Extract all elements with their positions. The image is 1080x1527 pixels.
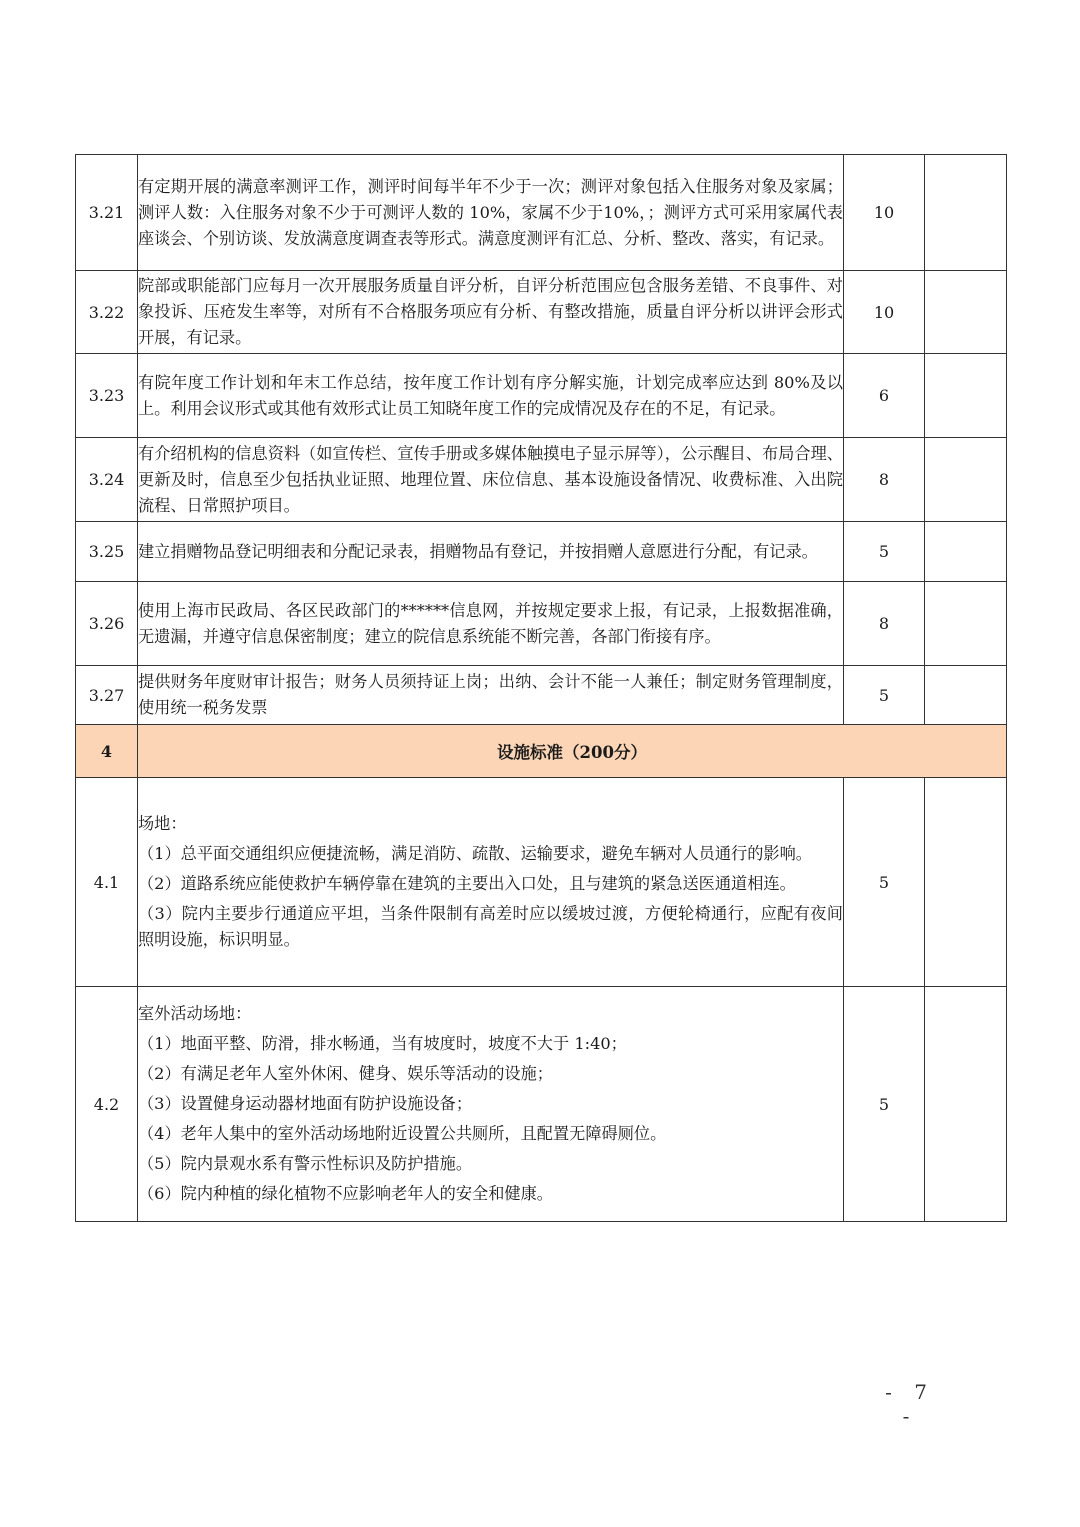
item-score: 5	[844, 522, 925, 582]
sub-item: （1）总平面交通组织应便捷流畅，满足消防、疏散、运输要求，避免车辆对人员通行的影响。	[138, 844, 812, 863]
item-description: 提供财务年度财审计报告；财务人员须持证上岗；出纳、会计不能一人兼任；制定财务管理制度，使用统一税务发票	[138, 666, 844, 725]
item-description: 建立捐赠物品登记明细表和分配记录表，捐赠物品有登记，并按捐赠人意愿进行分配，有记录。	[138, 522, 844, 582]
item-score: 5	[844, 778, 925, 987]
sub-item: （4）老年人集中的室外活动场地附近设置公共厕所，且配置无障碍厕位。	[138, 1124, 667, 1143]
item-number: 3.25	[76, 522, 138, 582]
item-heading: 室外活动场地：	[138, 1004, 252, 1023]
item-number: 3.24	[76, 438, 138, 522]
table-row	[76, 271, 1007, 354]
table-row	[76, 155, 1007, 271]
sub-item: （2）有满足老年人室外休闲、健身、娱乐等活动的设施；	[138, 1064, 553, 1083]
item-number: 3.23	[76, 354, 138, 438]
sub-item: （3）院内主要步行通道应平坦，当条件限制有高差时应以缓坡过渡，方便轮椅通行，应配有夜间照明设施，标识明显。	[138, 904, 843, 949]
sub-item: （6）院内种植的绿化植物不应影响老年人的安全和健康。	[138, 1184, 553, 1203]
table-row	[76, 778, 1007, 987]
item-heading: 场地：	[138, 814, 187, 833]
sub-item: （5）院内景观水系有警示性标识及防护措施。	[138, 1154, 473, 1173]
blank-cell	[925, 987, 1007, 1222]
item-score: 10	[844, 155, 925, 271]
standards-table	[75, 154, 1007, 1222]
item-number: 3.26	[76, 582, 138, 666]
item-score: 8	[844, 438, 925, 522]
table-row	[76, 582, 1007, 666]
item-score: 5	[844, 666, 925, 725]
item-description: 有院年度工作计划和年末工作总结，按年度工作计划有序分解实施，计划完成率应达到 80%及以上。利用会议形式或其他有效形式让员工知晓年度工作的完成情况及存在的不足，有记录。	[138, 354, 844, 438]
item-score: 6	[844, 354, 925, 438]
blank-cell	[925, 522, 1007, 582]
blank-cell	[925, 438, 1007, 522]
item-description	[138, 778, 844, 987]
blank-cell	[925, 666, 1007, 725]
item-description: 使用上海市民政局、各区民政部门的******信息网，并按规定要求上报，有记录，上报数据准确，无遗漏，并遵守信息保密制度；建立的院信息系统能不断完善，各部门衔接有序。	[138, 582, 844, 666]
item-number: 3.22	[76, 271, 138, 354]
section-title: 设施标准（200分）	[138, 725, 1007, 778]
blank-cell	[925, 582, 1007, 666]
item-number: 4.2	[76, 987, 138, 1222]
table-row	[76, 666, 1007, 725]
blank-cell	[925, 778, 1007, 987]
section-number: 4	[76, 725, 138, 778]
item-description: 有定期开展的满意率测评工作，测评时间每半年不少于一次；测评对象包括入住服务对象及家属；测评人数：入住服务对象不少于可测评人数的 10%，家属不少于10%，；测评方式可采用家属代表座谈会、个别访谈、发放满意度调查表等形式。满意度测评有汇总、分析、整改、落实，有记录。	[138, 155, 844, 271]
table-row	[76, 438, 1007, 522]
sub-item: （1）地面平整、防滑，排水畅通，当有坡度时，坡度不大于 1:40；	[138, 1034, 627, 1053]
sub-item: （2）道路系统应能使救护车辆停靠在建筑的主要出入口处，且与建筑的紧急送医通道相连。	[138, 874, 796, 893]
table-row	[76, 354, 1007, 438]
blank-cell	[925, 155, 1007, 271]
page-number: - 7 -	[885, 1380, 935, 1428]
item-description: 有介绍机构的信息资料（如宣传栏、宣传手册或多媒体触摸电子显示屏等），公示醒目、布局合理、更新及时，信息至少包括执业证照、地理位置、床位信息、基本设施设备情况、收费标准、入出院流程、日常照护项目。	[138, 438, 844, 522]
blank-cell	[925, 271, 1007, 354]
item-number: 3.27	[76, 666, 138, 725]
item-score: 10	[844, 271, 925, 354]
section-header-row	[76, 725, 1007, 778]
sub-item: （3）设置健身运动器材地面有防护设施设备；	[138, 1094, 473, 1113]
item-number: 3.21	[76, 155, 138, 271]
table-row	[76, 522, 1007, 582]
item-number: 4.1	[76, 778, 138, 987]
item-description	[138, 987, 844, 1222]
table-row	[76, 987, 1007, 1222]
blank-cell	[925, 354, 1007, 438]
item-score: 5	[844, 987, 925, 1222]
item-description: 院部或职能部门应每月一次开展服务质量自评分析，自评分析范围应包含服务差错、不良事件、对象投诉、压疮发生率等，对所有不合格服务项应有分析、有整改措施，质量自评分析以讲评会形式开展，有记录。	[138, 271, 844, 354]
item-score: 8	[844, 582, 925, 666]
